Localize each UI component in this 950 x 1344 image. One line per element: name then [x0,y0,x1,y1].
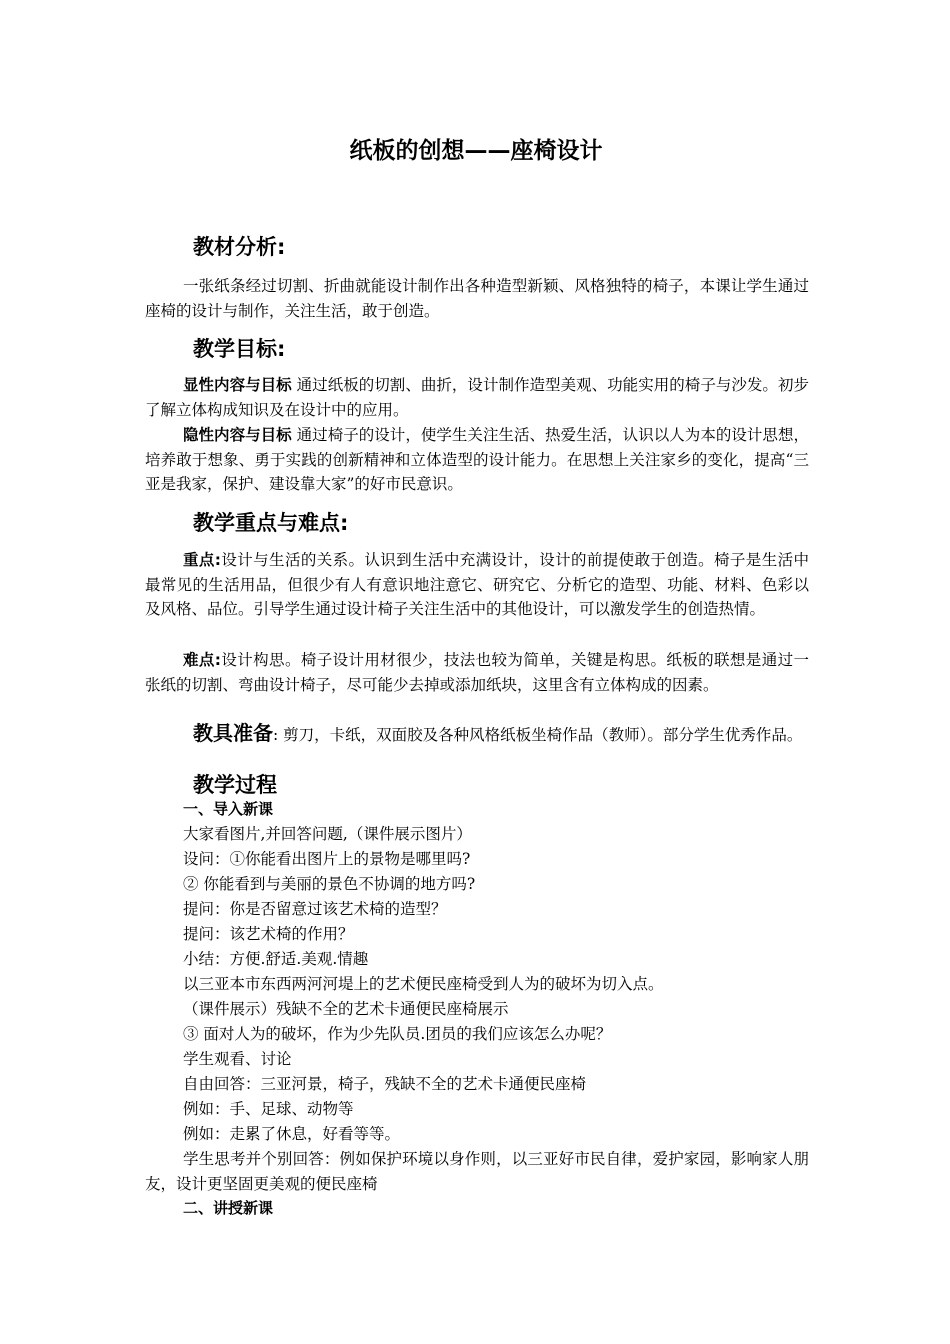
heading-focus: 教学重点与难点: [193,511,349,535]
tools-label: 教具准备 [193,721,273,745]
explicit-goals-label: 显性内容与目标 [183,376,292,394]
process-line: 以三亚本市东西两河河堤上的艺术便民座椅受到人为的破坏为切入点。 [183,975,664,993]
process-line: 例如：走累了休息，好看等等。 [183,1125,401,1143]
paragraph-key-point [145,548,809,622]
subheading-new-lesson: 二、讲授新课 [183,1199,274,1217]
tools-text: : 剪刀，卡纸，双面胶及各种风格纸板坐椅作品（教师）。部分学生优秀作品。 [273,726,803,744]
process-line: 提问：你是否留意过该艺术椅的造型？ [183,900,447,918]
process-line: （课件展示）残缺不全的艺术卡通便民座椅展示 [183,1000,509,1018]
document-title: 纸板的创想——座椅设计 [349,138,603,164]
implicit-goals-text: 通过椅子的设计，使学生关注生活、热爱生活，认识以人为本的设计思想，培养敢于想象、勇于实践的创新精神和立体造型的设计能力。在思想上关注家乡的变化，提高“三亚是我家，保护、建设靠大家”的好市民意识。 [145,426,809,493]
heading-goals: 教学目标: [193,337,286,361]
hard-point-label: 难点: [183,651,221,669]
key-point-label: 重点: [183,551,221,569]
hard-point-text: 设计构思。椅子设计用材很少，技法也较为简单，关键是构思。纸板的联想是通过一张纸的切割、弯曲设计椅子，尽可能少去掉或添加纸块，这里含有立体构成的因素。 [145,651,809,694]
process-line: 大家看图片,并回答问题,（课件展示图片） [183,825,472,843]
process-line: 例如：手、足球、动物等 [183,1100,354,1118]
paragraph-analysis: 一张纸条经过切割、折曲就能设计制作出各种造型新颖、风格独特的椅子，本课让学生通过座椅的设计与制作，关注生活，敢于创造。 [145,277,809,320]
process-line: 小结：方便.舒适.美观.情趣 [183,950,369,968]
paragraph-student-answer: 学生思考并个别回答：例如保护环境以身作则，以三亚好市民自律，爱护家园，影响家人朋友，设计更坚固更美观的便民座椅 [145,1150,809,1193]
process-line: ② 你能看到与美丽的景色不协调的地方吗? [183,875,476,893]
explicit-goals-text: 通过纸板的切割、曲折，设计制作造型美观、功能实用的椅子与沙发。初步了解立体构成知识及在设计中的应用。 [145,376,809,419]
process-line: 学生观看、讨论 [183,1050,292,1068]
paragraph-implicit-goals [145,423,809,497]
process-line: ③ 面对人为的破坏，作为少先队员.团员的我们应该怎么办呢？ [183,1025,612,1043]
process-line: 提问：该艺术椅的作用？ [183,925,354,943]
paragraph-tools [145,721,809,748]
key-point-text: 设计与生活的关系。认识到生活中充满设计，设计的前提使敢于创造。椅子是生活中最常见的生活用品，但很少有人有意识地注意它、研究它、分析它的造型、功能、材料、色彩以及风格、品位。引导学生通过设计椅子关注生活中的其他设计，可以激发学生的创造热情。 [145,551,809,618]
heading-process: 教学过程 [193,773,277,797]
process-line: 设问：①你能看出图片上的景物是哪里吗? [183,850,471,868]
process-line: 自由回答：三亚河景，椅子，残缺不全的艺术卡通便民座椅 [183,1075,587,1093]
heading-analysis: 教材分析: [193,235,286,259]
implicit-goals-label: 隐性内容与目标 [183,426,292,444]
paragraph-explicit-goals [145,373,809,422]
subheading-intro: 一、导入新课 [183,800,274,818]
paragraph-hard-point [145,648,809,697]
